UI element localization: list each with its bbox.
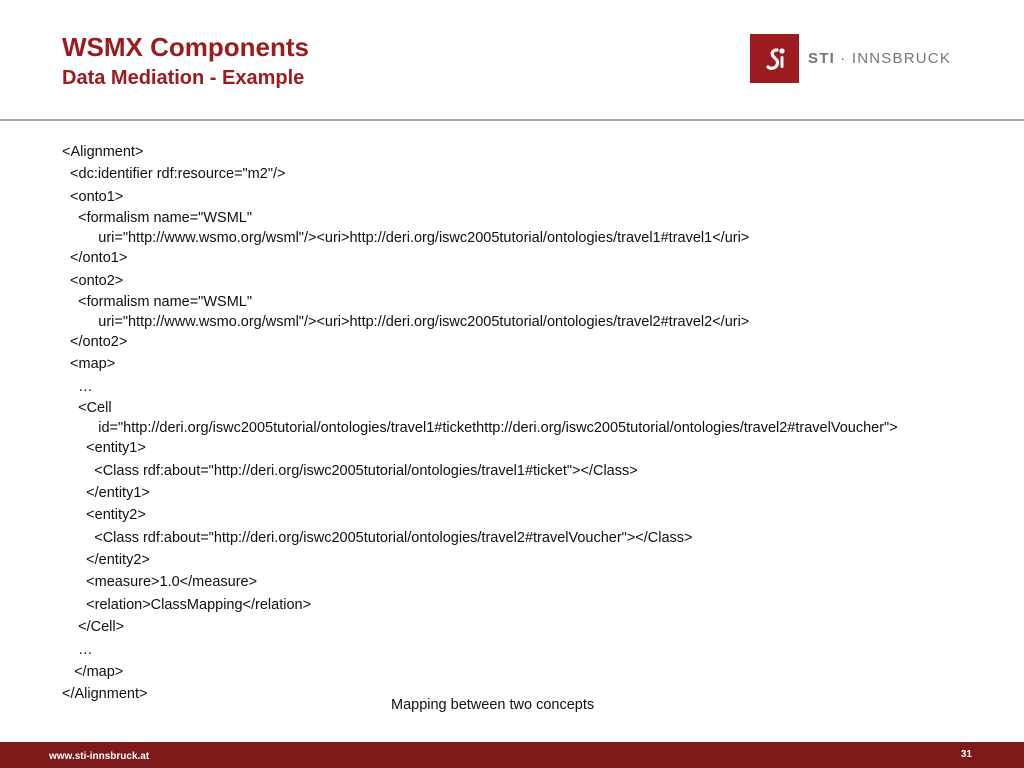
code-line: <entity2> — [62, 507, 146, 524]
code-line: <Class rdf:about="http://deri.org/iswc2005tutorial/ontologies/travel2#travelVoucher"></Class> — [62, 529, 693, 546]
logo-brand: STI — [808, 50, 835, 67]
footer-url[interactable]: www.sti-innsbruck.at — [49, 751, 150, 762]
logo-wordmark — [808, 50, 951, 67]
xml-code-block — [62, 141, 992, 706]
code-line: </map> — [62, 664, 124, 681]
code-line: … — [62, 378, 93, 395]
code-line-continuation: id="http://deri.org/iswc2005tutorial/ontologies/travel1#tickethttp://deri.org/iswc2005tutorial/ontologies/travel2#travelVoucher"> — [62, 420, 898, 437]
code-line: <onto1> — [62, 188, 124, 205]
code-line: <relation>ClassMapping</relation> — [62, 596, 312, 613]
code-line: </entity1> — [62, 484, 150, 501]
code-line: <Cell — [62, 400, 112, 417]
page-number: 31 — [960, 749, 972, 760]
slide-subtitle: Data Mediation - Example — [62, 67, 305, 89]
sti-logo-icon — [750, 34, 799, 83]
header-divider — [0, 119, 1024, 121]
code-line: </Cell> — [62, 619, 125, 636]
code-line: … — [62, 641, 93, 658]
code-line: <formalism name="WSML" — [62, 210, 252, 227]
sti-innsbruck-logo — [750, 34, 951, 83]
code-line: <map> — [62, 356, 116, 373]
code-line-continuation: uri="http://www.wsmo.org/wsml"/><uri>http://deri.org/iswc2005tutorial/ontologies/travel1#travel1</uri> — [62, 230, 750, 247]
mapping-caption: Mapping between two concepts — [391, 697, 595, 713]
logo-separator: · — [834, 50, 852, 67]
code-line: <Class rdf:about="http://deri.org/iswc2005tutorial/ontologies/travel1#ticket"></Class> — [62, 462, 638, 479]
code-line: </entity2> — [62, 552, 150, 569]
code-line: <Alignment> — [62, 144, 144, 160]
code-line: <dc:identifier rdf:resource="m2"/> — [62, 166, 286, 183]
code-line-continuation: uri="http://www.wsmo.org/wsml"/><uri>http://deri.org/iswc2005tutorial/ontologies/travel2#travel2</uri> — [62, 313, 750, 330]
code-line: <onto2> — [62, 272, 124, 289]
footer-bar — [0, 742, 1024, 768]
code-line: </onto2> — [62, 333, 128, 350]
code-line: </onto1> — [62, 250, 128, 267]
slide-title: WSMX Components — [62, 32, 309, 62]
logo-name: INNSBRUCK — [851, 50, 952, 67]
code-line: <entity1> — [62, 440, 146, 457]
code-line: <measure>1.0</measure> — [62, 574, 258, 591]
code-line: </Alignment> — [62, 686, 148, 703]
code-line: <formalism name="WSML" — [62, 293, 252, 310]
